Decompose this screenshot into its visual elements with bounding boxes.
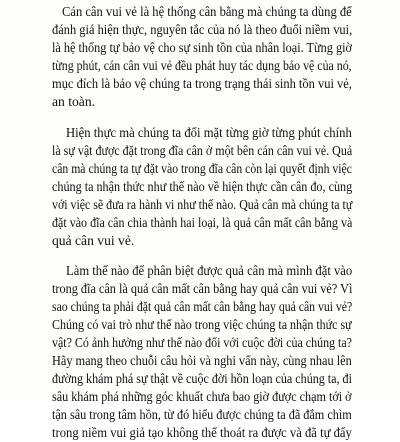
text-line: Làm thế nào để phân biệt được quả cân mà mình đặt vào — [66, 263, 353, 278]
text-line: Cán cân vui vẻ là hệ thống cân bằng mà chúng ta dùng để — [62, 4, 352, 19]
text-line: Hiện thực mà chúng ta đối mặt từng giờ từng phút chính — [66, 125, 352, 140]
text-line: vật? Có ảnh hưởng như thế nào đối với cuộc đời của chúng ta? — [52, 335, 352, 350]
text-line: trong đĩa cân là quả cân mất cân bằng hay quả cân vui vẻ? Vì — [52, 281, 353, 296]
text-line: với việc sẽ đưa ra hành vi như thế nào. Quả cân mà chúng ta tự — [52, 197, 353, 212]
text-line: Hãy mang theo chuỗi câu hỏi và nghi vấn này, cùng nhau lên — [52, 353, 352, 368]
text-line: mục đích là bảo vệ chúng ta trong trạng thái sinh tồn vui vẻ, — [52, 76, 352, 91]
text-line: sao chúng ta phải đặt quả cân mất cân bằng hay quả cân vui vẻ? — [52, 299, 353, 314]
text-line: an toàn. — [52, 94, 96, 109]
text-line: đánh giá hiện thực, nguyên tắc của nó là theo đuổi niềm vui, — [52, 22, 353, 37]
text-line: từng phút, cán cân vui vẻ đều phát huy tác dụng bảo vệ của nó, — [52, 58, 352, 73]
text-line: Chúng có vai trò như thế nào trong việc chúng ta nhận thức sự — [52, 317, 352, 332]
text-line: tận sâu trong tâm hồn, từ đó hiểu được chúng ta đã đắm chìm — [52, 407, 352, 422]
text-line: là sự vật được đặt trong đĩa cân ở một bên cán cân vui vẻ. Quả — [52, 143, 353, 158]
text-line: trong niềm vui giả tạo không thể thoát ra được và đã tự đẩy — [52, 425, 352, 440]
text-line: quả cân vui vẻ. — [52, 233, 135, 248]
text-line: là hệ thống tự bảo vệ cho sự sinh tồn của nhân loại. Từng giờ — [52, 40, 352, 55]
text-line: đường khám phá sự thật về cuộc đời hồn loạn của chúng ta, đi — [52, 371, 352, 386]
text-line: chúng ta nhận thức như thế nào về hiện thực cần cân đo, cùng — [52, 179, 353, 194]
text-line: đặt vào đĩa cân chia thành hai loại, là quả cân mất cân bằng và — [52, 215, 353, 230]
text-line: sâu khám phá những góc khuất chưa bao giờ được chạm tới ở — [52, 389, 352, 404]
text-line: cân mà chúng ta tự đặt vào trong đĩa cân còn lại quyết định việc — [52, 161, 352, 176]
